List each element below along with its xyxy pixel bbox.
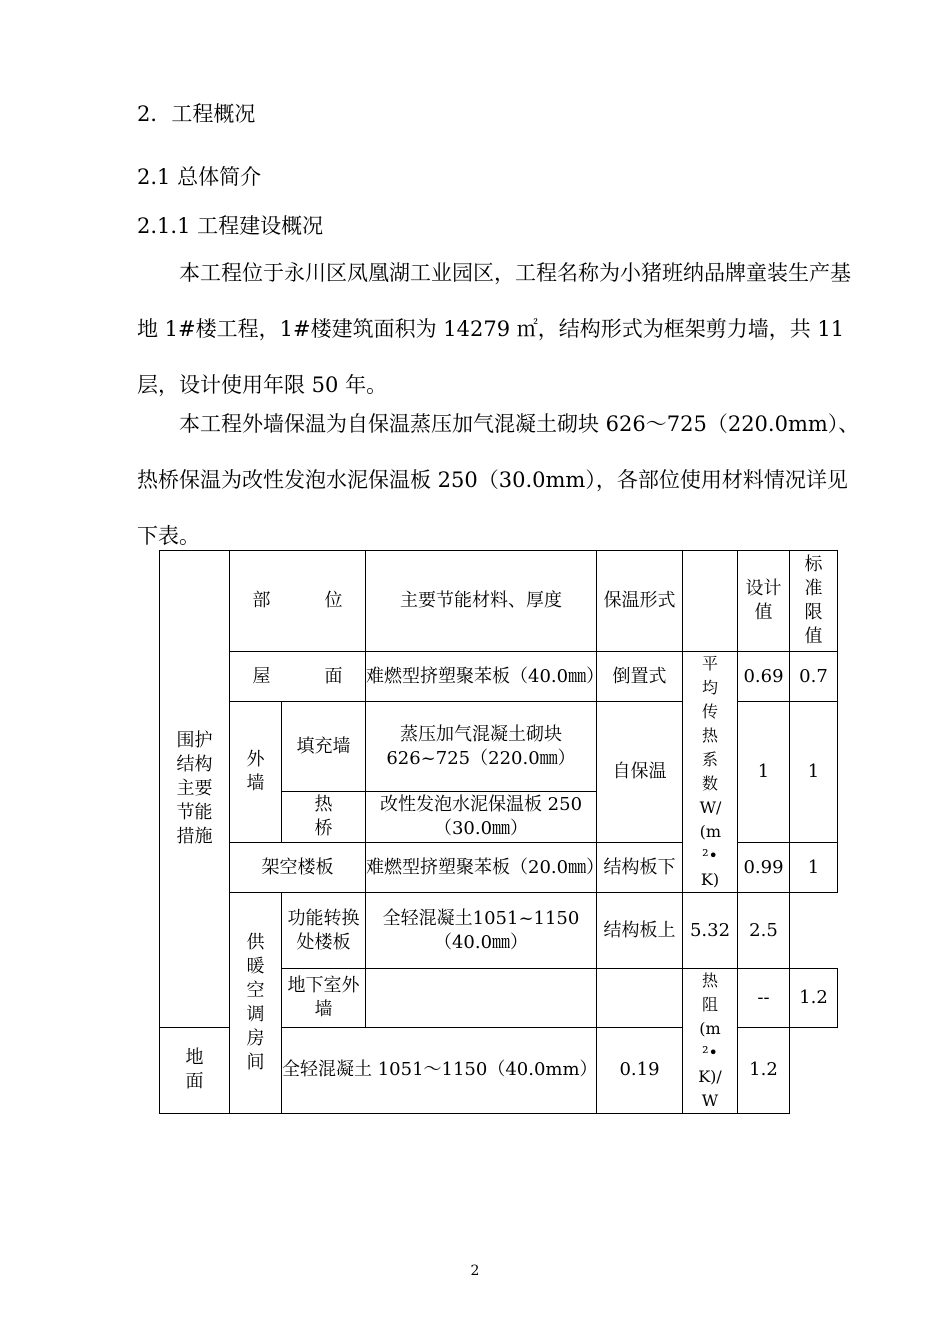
ground-material: 全轻混凝土 1051～1150（40.0mm） [282, 1027, 597, 1113]
basement-wall-material [366, 969, 597, 1028]
transfer-floor-design: 5.32 [683, 893, 738, 969]
fill-wall-part: 填充墙 [282, 702, 366, 792]
heating-label: 供暖空调房间 [246, 932, 265, 1073]
fill-wall-design: 1 [738, 702, 790, 843]
page-number: 2 [470, 1263, 480, 1279]
paragraph-project-location [137, 245, 862, 413]
unit-k: 平均传热系数W/(m²•K) [699, 654, 722, 889]
header-design-text: 设计值 [745, 578, 782, 623]
basement-wall-limit: 1.2 [790, 969, 838, 1028]
ground-part: 地 面 [160, 1027, 230, 1113]
table-row-transfer-floor [160, 893, 838, 969]
overhead-floor-form: 结构板下 [603, 856, 676, 878]
ground-design: 0.19 [597, 1027, 683, 1113]
paragraph-text: 本工程位于永川区凤凰湖工业园区，工程名称为小猪班纳品牌童装生产基地 1#楼工程，1#楼建筑面积为 14279 ㎡，结构形式为框架剪力墙，共 11 层，设计使用年限 50 年。 [137, 261, 851, 397]
outer-wall-label-cell [230, 702, 282, 843]
unit-r: 热阻(m²•K)/W [698, 971, 722, 1110]
header-design [738, 551, 790, 652]
section-heading-2-1: 2.1 总体简介 [137, 165, 262, 189]
transfer-floor-part-cell [282, 893, 366, 969]
ground-limit: 1.2 [738, 1027, 790, 1113]
fill-wall-limit: 1 [790, 702, 838, 843]
section-heading-2-1-1: 2.1.1 工程建设概况 [137, 214, 324, 238]
paragraph-text: 本工程外墙保温为自保温蒸压加气混凝土砌块 626～725（220.0mm）、热桥保温为改性发泡水泥保温板 250（30.0mm），各部位使用材料情况详见下表。 [137, 412, 860, 548]
basement-wall-design: -- [738, 969, 790, 1028]
basement-wall-form [597, 969, 683, 1028]
overhead-floor-limit: 1 [790, 843, 838, 893]
transfer-floor-form: 结构板上 [603, 919, 676, 941]
transfer-floor-part: 功能转换处楼板 [287, 907, 360, 953]
roof-material: 难燃型挤塑聚苯板（40.0㎜） [366, 652, 597, 702]
roof-design: 0.69 [738, 652, 790, 702]
header-part: 部 位 [230, 551, 366, 652]
transfer-floor-limit: 2.5 [738, 893, 790, 969]
basement-wall-part: 地下室外墙 [287, 974, 360, 1020]
thermal-bridge-part-cell [282, 792, 366, 843]
overhead-floor-part: 架空楼板 [230, 843, 366, 893]
roof-form: 倒置式 [597, 652, 683, 702]
transfer-floor-form-cell [597, 893, 683, 969]
group-label-cell [160, 551, 230, 1028]
overhead-floor-design: 0.99 [738, 843, 790, 893]
heating-label-cell [230, 893, 282, 1114]
overhead-floor-form-cell [597, 843, 683, 893]
fill-wall-material: 蒸压加气混凝土砌块626~725（220.0㎜） [366, 702, 597, 792]
header-material: 主要节能材料、厚度 [366, 551, 597, 652]
transfer-floor-material: 全轻混凝土1051~1150（40.0㎜） [366, 893, 597, 969]
roof-limit: 0.7 [790, 652, 838, 702]
group-label: 围护结构主要节能措施 [176, 729, 213, 847]
unit-r-cell [683, 969, 738, 1114]
table-row-roof [160, 652, 838, 702]
roof-part: 屋 面 [230, 652, 366, 702]
overhead-floor-material: 难燃型挤塑聚苯板（20.0㎜） [366, 843, 597, 893]
thermal-bridge-material: 改性发泡水泥保温板 250（30.0㎜） [366, 792, 597, 843]
unit-k-cell [683, 652, 738, 893]
table-header-row [160, 551, 838, 652]
header-unit-blank [683, 551, 738, 652]
fill-wall-form: 自保温 [597, 702, 683, 843]
paragraph-insulation [137, 396, 862, 564]
header-form: 保温形式 [597, 551, 683, 652]
outer-wall-label: 外墙 [246, 749, 265, 794]
section-heading-2: 2．工程概况 [137, 102, 256, 126]
thermal-bridge-part: 热桥 [314, 794, 333, 839]
energy-saving-table [159, 550, 838, 1114]
header-limit [790, 551, 838, 652]
basement-wall-part-cell [282, 969, 366, 1028]
header-limit-text: 标准限值 [804, 554, 823, 647]
